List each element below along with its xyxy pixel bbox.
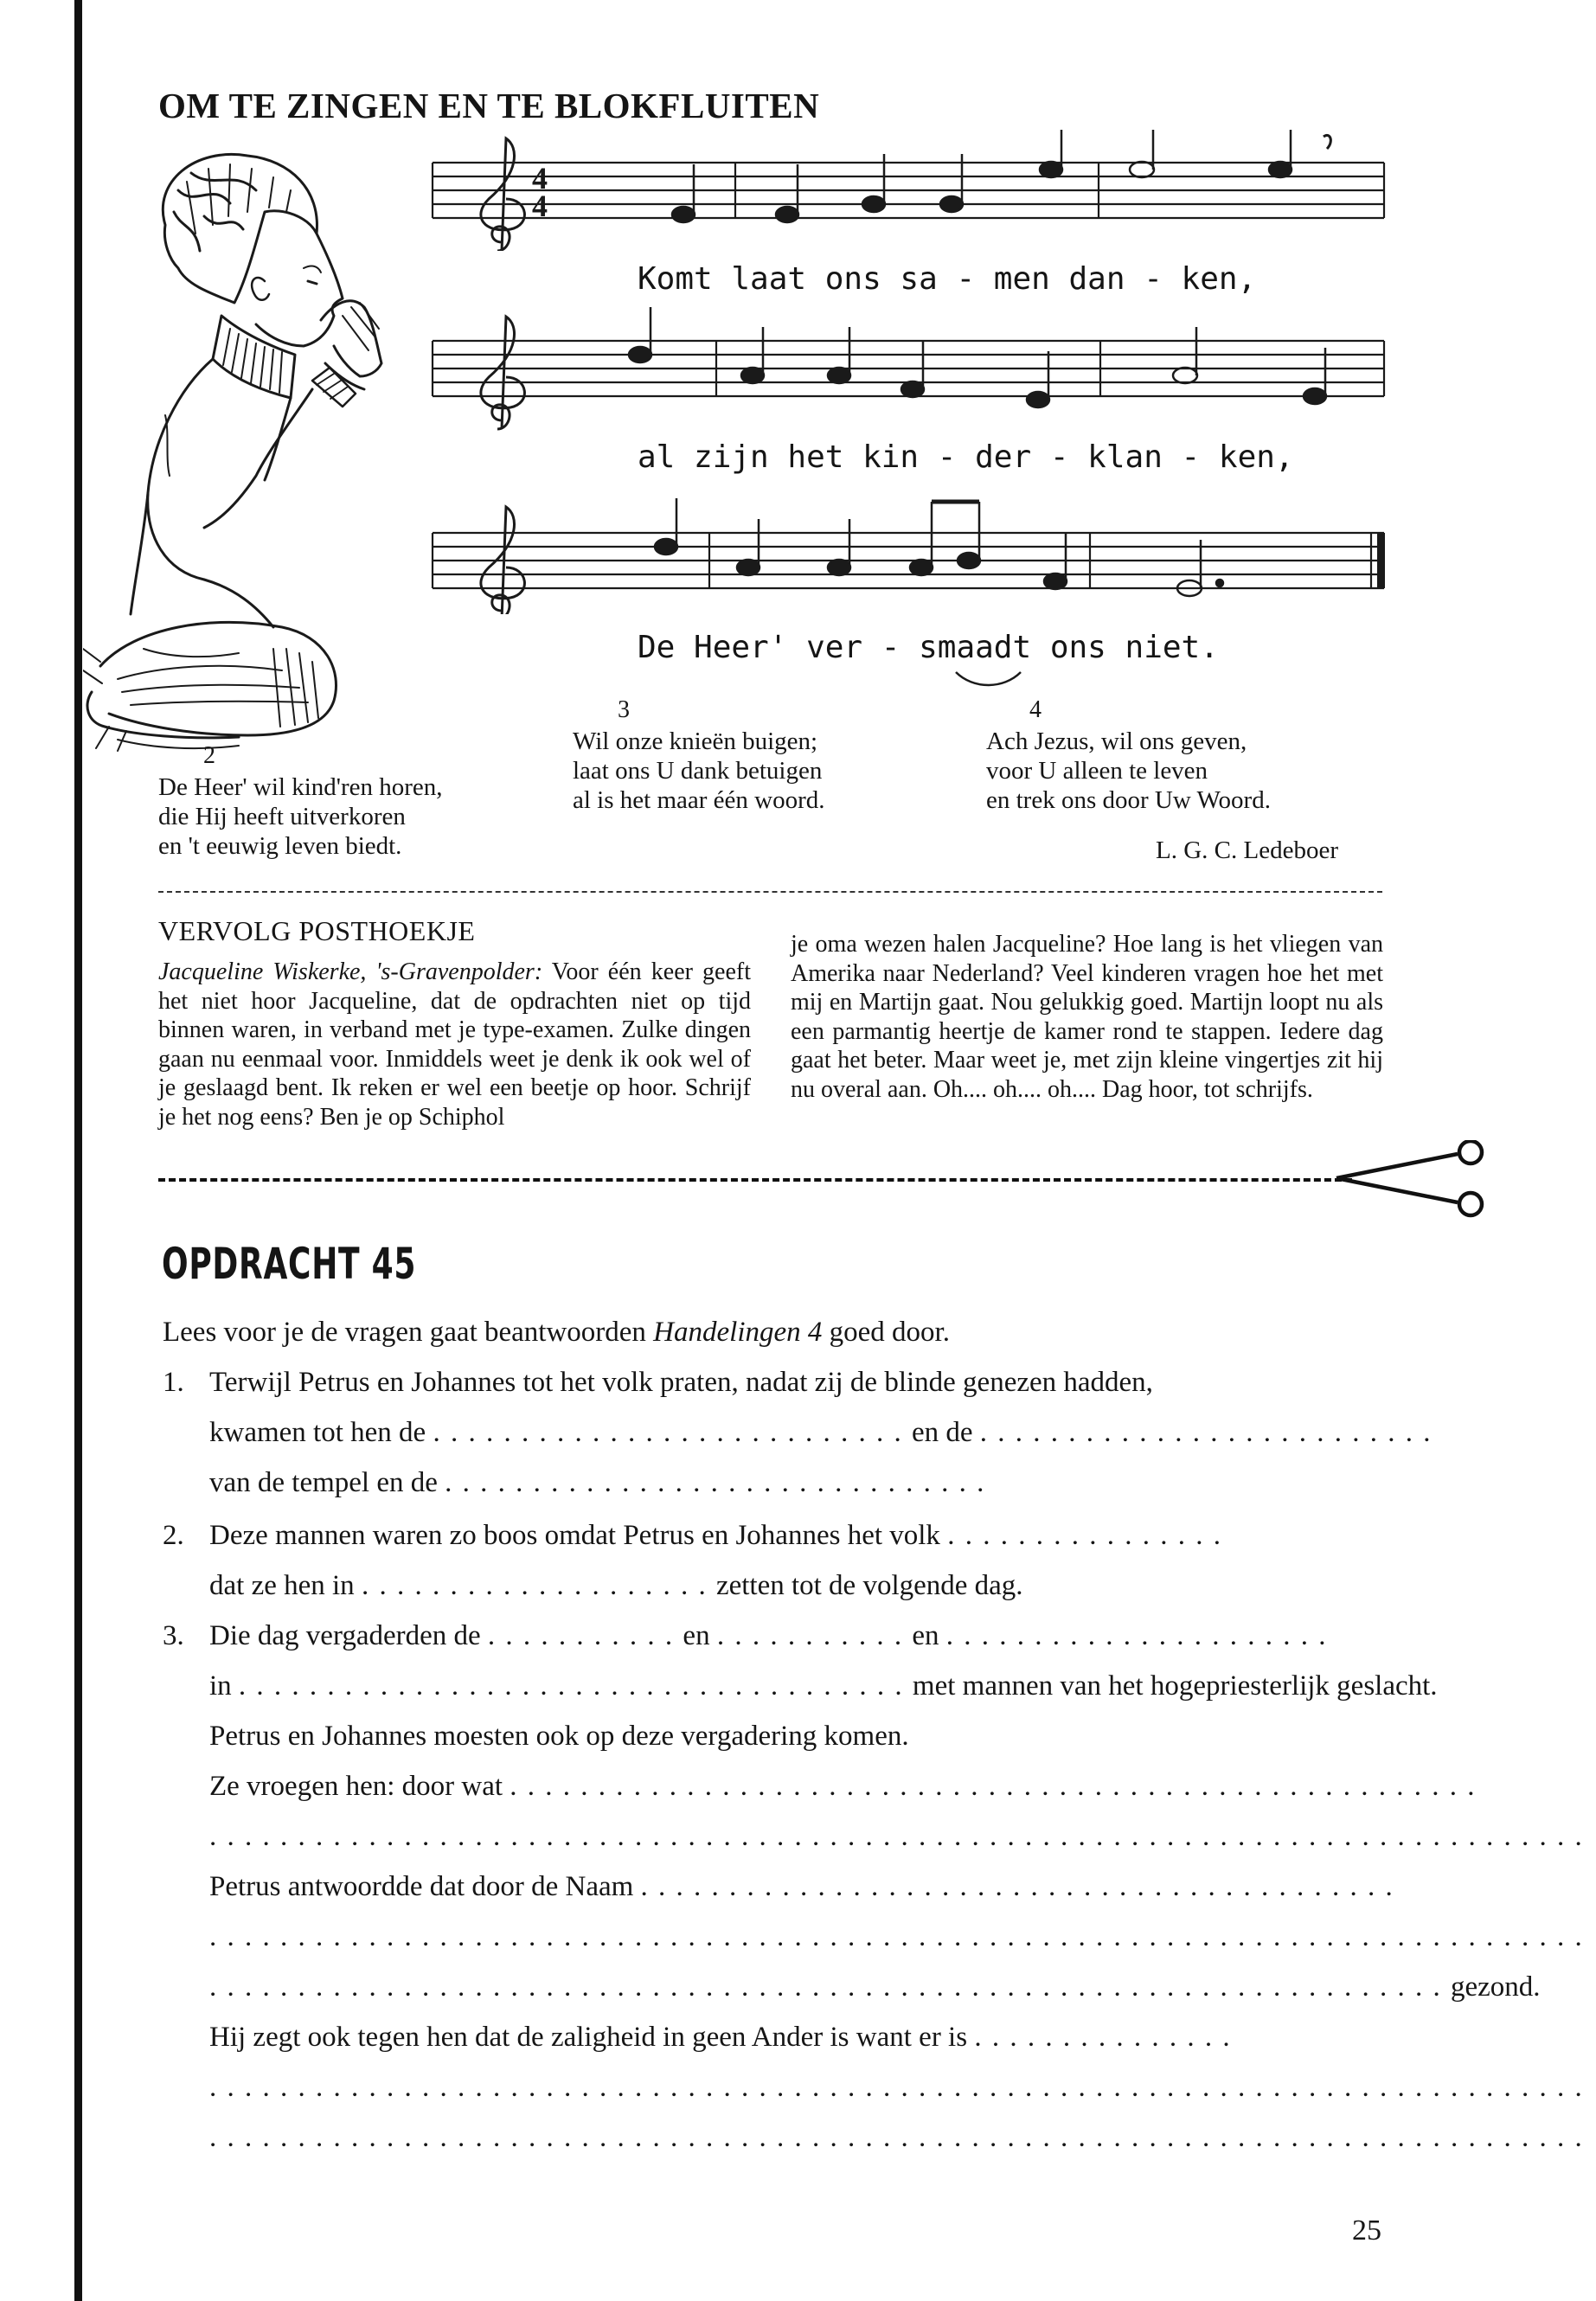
question-2-line-1 xyxy=(209,1520,1222,1552)
answer-blank[interactable]: . . . . . . . . . . . . . . . . . . . . . . . . . . . . . . . xyxy=(445,1467,986,1498)
intro-text-end: goed door. xyxy=(822,1317,950,1348)
answer-blank[interactable]: . . . . . . . . . . . . . . . xyxy=(974,2022,1232,2053)
question-1-text: kwamen tot hen de xyxy=(209,1417,426,1448)
question-3-text: gezond. xyxy=(1451,1971,1541,2003)
music-staff-2 xyxy=(415,303,1393,433)
time-signature-bottom: 4 xyxy=(532,189,548,223)
cut-line xyxy=(158,1178,1352,1182)
answer-blank[interactable]: . . . . . . . . . . . . . . . . . . . . . . . . . . . . . . . . . . . . . . . . . . . . . . . . . . . . . . . . . . . . . . . . . . . . . . . . . . . . . . xyxy=(209,1921,1584,1952)
question-3-text: Petrus antwoordde dat door de Naam xyxy=(209,1871,634,1902)
page-number: 25 xyxy=(1352,2214,1381,2247)
note xyxy=(1304,388,1326,404)
answer-blank[interactable]: . . . . . . . . . . . . . . . . . . . . . . . . . . . . . . . . . . . . . . . . . . . . . . . . . . . . . . . . . . . . . . . . . . . . . . xyxy=(209,1971,1451,2003)
note xyxy=(1269,162,1292,177)
note xyxy=(672,207,695,222)
question-3-line-2 xyxy=(209,1670,1438,1702)
note xyxy=(862,196,885,212)
question-3-text: Hij zegt ook tegen hen dat de zaligheid in geen Ander is want er is xyxy=(209,2022,968,2053)
scissors-icon xyxy=(1328,1140,1501,1227)
question-2-text: zetten tot de volgende dag. xyxy=(715,1570,1023,1601)
posthoekje-left-text: Voor één keer geeft het niet hoor Jacqueline, dat de opdrachten niet op tijd binnen waren, in verband met je type-examen. Zulke dingen gaan nu eenmaal voor. Inmiddels weet je denk ik ook wel of je geslaagd bent. Ik reken er wel een beetje op hoor. Schrijf je het nog eens? Ben je op Schiphol xyxy=(158,958,751,1131)
note xyxy=(828,560,850,575)
verse-2-number: 2 xyxy=(203,742,215,769)
note xyxy=(901,381,924,397)
song-author: L. G. C. Ledeboer xyxy=(1156,836,1338,864)
time-signature-top: 4 xyxy=(532,161,548,195)
page-binding-edge xyxy=(74,0,82,2301)
answer-blank[interactable]: . . . . . . . . . . . xyxy=(716,1620,913,1651)
answer-blank[interactable]: . . . . . . . . . . . . . . . . . . . . . . . . . . . xyxy=(433,1417,912,1448)
note xyxy=(776,207,798,222)
lyric-line-1: Komt laat ons sa - men dan - ken, xyxy=(638,261,1257,297)
answer-blank[interactable]: . . . . . . . . . . . . . . . . . . . . xyxy=(361,1570,716,1601)
note xyxy=(1040,162,1062,177)
song-title: OM TE ZINGEN EN TE BLOKFLUITEN xyxy=(158,86,820,125)
intro-text: Lees voor je de vragen gaat beantwoorden xyxy=(163,1317,654,1348)
lyric-line-3: De Heer' ver - smaadt ons niet. xyxy=(638,630,1219,665)
question-3-text: Ze vroegen hen: door wat xyxy=(209,1771,503,1802)
praying-child-illustration xyxy=(83,130,446,753)
note xyxy=(737,560,760,575)
answer-blank[interactable]: . . . . . . . . . . . . . . . . . . . . . . . . . . . . . . . . . . . . . . . . . . . xyxy=(640,1871,1394,1902)
posthoekje-right-text: je oma wezen halen Jacqueline? Hoe lang is het vliegen van Amerika naar Nederland? Veel kinderen vragen hoe het met mij en Martijn gaat. Nou gelukkig goed. Martijn loopt nu als een parmantig heertje de kamer rond te stappen. Iedere dag gaat het beter. Maar weet je, met zijn kleine vingertjes zit hij nu overal aan. Oh.... oh.... oh.... Dag hoor, tot schrijfs. xyxy=(791,931,1383,1103)
slur-mark xyxy=(952,668,1029,694)
answer-blank[interactable]: . . . . . . . . . . . xyxy=(487,1620,683,1651)
verse-3-number: 3 xyxy=(618,696,630,723)
verse-2-text: De Heer' wil kind'ren horen, die Hij heeft uitverkoren en 't eeuwig leven biedt. xyxy=(158,773,443,860)
question-3-text: met mannen van het hogepriesterlijk geslacht. xyxy=(912,1670,1438,1702)
verse-4-number: 4 xyxy=(1029,696,1042,723)
question-3-line-10 xyxy=(209,2072,1584,2104)
posthoekje-left-column xyxy=(158,958,751,1131)
question-3-line-1 xyxy=(209,1620,1327,1652)
question-3-text: en xyxy=(683,1620,710,1651)
question-1-text: van de tempel en de xyxy=(209,1467,438,1498)
question-3-line-4 xyxy=(209,1771,1477,1803)
question-3-line-11 xyxy=(209,2122,1584,2154)
question-2-text: dat ze hen in xyxy=(209,1570,355,1601)
question-1-number: 1. xyxy=(163,1367,184,1398)
question-3-number: 3. xyxy=(163,1620,184,1651)
posthoekje-addressee: Jacqueline Wiskerke, 's-Gravenpolder: xyxy=(158,958,543,985)
note xyxy=(741,368,764,383)
divider xyxy=(158,891,1382,893)
note xyxy=(1027,392,1049,407)
note xyxy=(1044,574,1067,589)
music-staff-1 xyxy=(415,130,1393,251)
verse-4-text: Ach Jezus, wil ons geven, voor U alleen te leven en trek ons door Uw Woord. xyxy=(986,727,1271,814)
question-3-text: Die dag vergaderden de xyxy=(209,1620,481,1651)
posthoekje-right-column xyxy=(791,930,1383,1104)
verse-3-text: Wil onze knieën buigen; laat ons U dank betuigen al is het maar één woord. xyxy=(573,727,825,814)
opdracht-heading: OPDRACHT 45 xyxy=(162,1239,417,1289)
note xyxy=(828,368,850,383)
question-1-line-3 xyxy=(209,1467,985,1499)
half-note xyxy=(1173,368,1197,383)
answer-blank[interactable]: . . . . . . . . . . . . . . . . . . . . . . . . . . . . . . . . . . . . . . . . . . . . . . . . . . . . . . . xyxy=(510,1771,1477,1802)
music-staff-3 xyxy=(415,484,1393,614)
answer-blank[interactable]: . . . . . . . . . . . . . . . . . . . . . . xyxy=(945,1620,1328,1651)
question-2-text: Deze mannen waren zo boos omdat Petrus en Johannes het volk xyxy=(209,1520,940,1551)
question-3-text: in xyxy=(209,1670,232,1702)
question-3-line-6 xyxy=(209,1871,1394,1903)
note xyxy=(910,560,933,575)
answer-blank[interactable]: . . . . . . . . . . . . . . . . xyxy=(947,1520,1222,1551)
opdracht-intro xyxy=(163,1317,950,1349)
question-3-line-3: Petrus en Johannes moesten ook op deze vergadering komen. xyxy=(209,1721,909,1752)
question-3-line-5 xyxy=(209,1821,1584,1853)
half-note xyxy=(1130,162,1154,177)
posthoekje-heading: VERVOLG POSTHOEKJE xyxy=(158,915,476,946)
question-3-line-8 xyxy=(209,1971,1541,2003)
answer-blank[interactable]: . . . . . . . . . . . . . . . . . . . . . . . . . . . . . . . . . . . . . . . . . . . . . . . . . . . . . . . . . . . . . . . . . . . . . . . . . . . . . . xyxy=(209,1821,1584,1852)
question-3-text: en xyxy=(912,1620,939,1651)
question-1-line-2 xyxy=(209,1417,1432,1449)
question-1-text: en de xyxy=(911,1417,973,1448)
note xyxy=(629,347,651,362)
lyric-line-2: al zijn het kin - der - klan - ken, xyxy=(638,439,1294,475)
intro-bible-reference: Handelingen 4 xyxy=(653,1317,823,1348)
question-2-line-2 xyxy=(209,1570,1023,1602)
question-2-number: 2. xyxy=(163,1520,184,1551)
answer-blank[interactable]: . . . . . . . . . . . . . . . . . . . . . . . . . . . . . . . . . . . . . . . . . . . . . . . . . . . . . . . . . . . . . . . . . . . . . . . . . . . . . . xyxy=(209,2072,1584,2103)
answer-blank[interactable]: . . . . . . . . . . . . . . . . . . . . . . . . . . xyxy=(979,1417,1433,1448)
question-1-line-1: Terwijl Petrus en Johannes tot het volk praten, nadat zij de blinde genezen hadden, xyxy=(209,1367,1153,1398)
answer-blank[interactable]: . . . . . . . . . . . . . . . . . . . . . . . . . . . . . . . . . . . . . . xyxy=(238,1670,913,1702)
note xyxy=(655,539,677,554)
answer-blank[interactable]: . . . . . . . . . . . . . . . . . . . . . . . . . . . . . . . . . . . . . . . . . . . . . . . . . . . . . . . . . . . . . . . . . . . . . . . . . . . . . . xyxy=(209,2122,1584,2153)
note xyxy=(958,553,980,568)
question-3-line-7 xyxy=(209,1921,1584,1953)
question-3-line-9 xyxy=(209,2022,1232,2054)
note xyxy=(940,196,963,212)
